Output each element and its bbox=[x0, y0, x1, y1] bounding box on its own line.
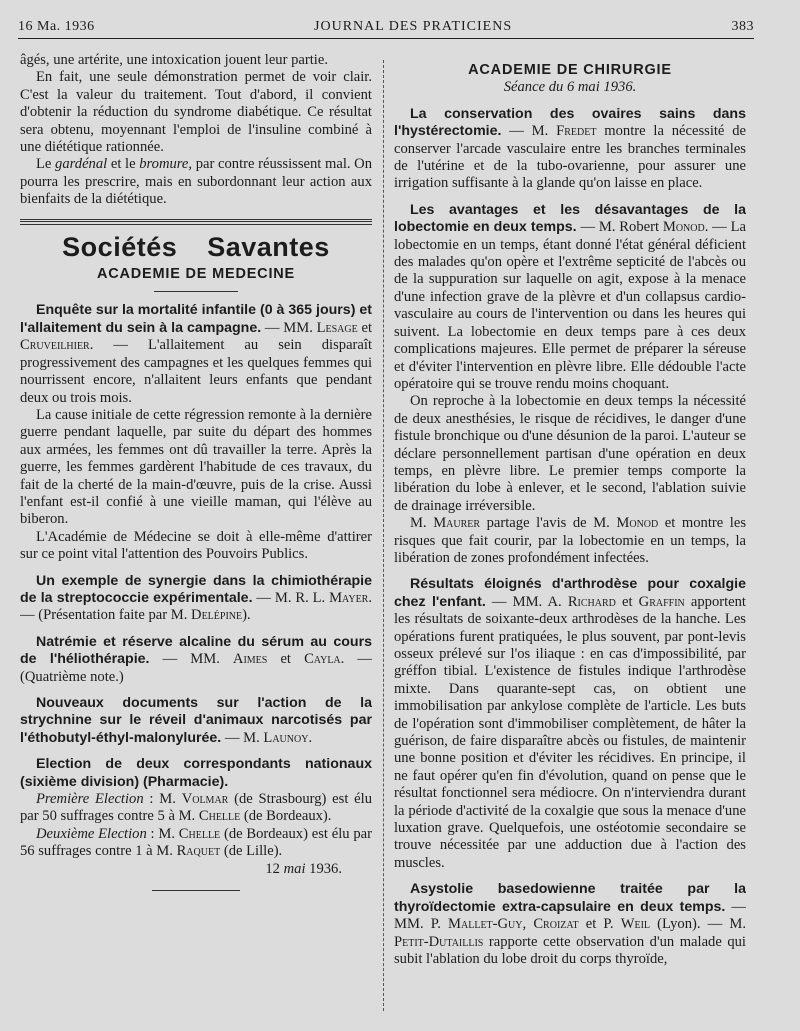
session-date: Séance du 6 mai 1936. bbox=[503, 79, 637, 96]
article-entry: Election de deux correspondants nationaux (sixième division) (Pharmacie). bbox=[20, 756, 372, 790]
article-entry: Natrémie et réserve alcaline du sérum au cours de l'héliothérapie. — MM. Aimes et Cayla. — (Quatrième note.) bbox=[20, 633, 372, 685]
section-separator bbox=[20, 219, 372, 225]
section-title: Sociétés Savantes bbox=[62, 231, 330, 262]
short-rule bbox=[152, 890, 240, 891]
page-header bbox=[18, 16, 754, 39]
right-column bbox=[394, 52, 746, 1011]
paragraph: On reproche à la lobectomie en deux temps la nécessité de deux anesthésies, le risque de récidives, le danger d'une fistule bronchique ou d'une désunion de la paroi. L'auteur se déclare personnellement partisan d'une opération en deux temps, en plèvre libre. Le premier temps comporte la libération du lobe à enlever, et le second, l'ablation suivie de drainage irréversible. bbox=[394, 393, 746, 514]
article-entry: Un exemple de synergie dans la chimiothérapie de la streptococcie expérimentale. — M. R. L. Mayer. — (Présentation faite par M. Delépine). bbox=[20, 572, 372, 624]
election-result: Première Election : M. Volmar (de Strasbourg) est élu par 50 suffrages contre 5 à M. Chelle (de Bordeaux). bbox=[20, 791, 372, 825]
page-number: 383 bbox=[731, 19, 754, 34]
left-column bbox=[20, 52, 372, 1011]
paragraph: La cause initiale de cette régression remonte à la dernière guerre pendant laquelle, par suite du départ des hommes aux armées, les femmes ont dû travailler la terre. Après la guerre, les femmes gardèrent l'habitude de ces travaux, du fait de la cherté de la main-d'œuvre, puis de la crise. Aussi l'enfant est-il confié à une vieille maman, qui l'élève au biberon. bbox=[20, 406, 372, 528]
academy-heading: ACADEMIE DE CHIRURGIE bbox=[468, 62, 672, 78]
article-entry: Enquête sur la mortalité infantile (0 à 365 jours) et l'allaitement du sein à la campagne. — MM. Lesage et Cruveilhier. — L'allaitement au sein disparaît progressivement des campagnes et les quelques femmes qui nourrissent encore, n'allaitent leurs enfants que pendant deux ou trois mois. bbox=[20, 302, 372, 406]
paragraph: M. Maurer partage l'avis de M. Monod et montre les risques que fait courir, par la lobectomie en un temps, la libération de zones profondément infectées. bbox=[394, 515, 746, 566]
paragraph: L'Académie de Médecine se doit à elle-même d'attirer sur ce point vital l'attention des Pouvoirs Publics. bbox=[20, 528, 372, 563]
academy-heading: ACADEMIE DE MEDECINE bbox=[96, 266, 296, 283]
article-entry: Asystolie basedowienne traitée par la thyroïdectomie extra-capsulaire en deux temps. — MM. P. Mallet-Guy, Croizat et P. Weil (Lyon). — M. Petit-Dutaillis rapporte cette observation d'un malade qui subit l'ablation du lobe droit du corps thyroïde, bbox=[394, 881, 746, 967]
paragraph: En fait, une seule démonstration permet de voir clair. C'est la valeur du traitement. Tout d'abord, il convient d'obtenir la réduction du syndrome diabétique. Ce résultat sera obtenu, moyennant l'emploi de l'insuline combiné à une diététique rationnée. bbox=[20, 69, 372, 156]
paragraph: Le gardénal et le bromure, par contre réussissent mal. On pourra les prescrire, mais en subordonnant leur action aux bienfaits de la diététique. bbox=[20, 156, 372, 208]
article-entry: Résultats éloignés d'arthrodèse pour coxalgie chez l'enfant. — MM. A. Richard et Graffin apportent les résultats de soixante-deux arthrodèses de la hanche. Les opérations furent pratiquées, le plus souvent, par pont-levis osseux prélevé sur l'os iliaque : en cas d'impossibilité, par gréffon tibial. L'existence de fistules indique l'arthrodèse mixte. Dans quarante-sept cas, on obtient une immobilisation par ankylose complète de l'article. Les buts de l'opération sont d'immobiliser complètement, de hâter la guérison, de faire disparaître abcès ou fistules, de maintenir une bonne position et d'éviter les récidives. En principe, il ne faut opérer qu'en fin d'évolution, quand on pense que le résultat fonctionnel sera médiocre. On n'interviendra durant la période d'activité de la coxalgie que sous la menace d'une luxation grave. Quelquefois, une ostéotomie secondaire se trouve nécessitée par une adduction due à l'action des muscles. bbox=[394, 576, 746, 871]
election-result: Deuxième Election : M. Chelle (de Bordeaux) est élu par 56 suffrages contre 1 à M. Raquet (de Lille). bbox=[20, 825, 372, 860]
short-rule bbox=[154, 291, 238, 292]
article-entry: Les avantages et les désavantages de la lobectomie en deux temps. — M. Robert Monod. — La lobectomie en un temps, étant donné l'état général déficient des malades qu'on opère et l'extrême septicité de l'abcès ou de la suppuration sur laquelle on agit, expose à la menace d'une infection grave de la plèvre et d'un collapsus cardio-vasculaire au cours de l'intervention ou dans les heures qui suivent. La lobectomie en deux temps pare à ces deux complications majeures. Elle permet de préparer la séreuse et d'éviter l'intervention en plèvre libre. Elle dédouble l'acte opératoire qui se trouve rendu moins choquant. bbox=[394, 201, 746, 392]
article-entry: La conservation des ovaires sains dans l'hystérectomie. — M. Fredet montre la nécessité de conserver l'arcade vasculaire entre les branches terminales de l'utérine et de la tubo-ovarienne, pour assurer une irrigation suffisante à la glande qu'on laisse en place. bbox=[394, 105, 746, 192]
article-entry: Nouveaux documents sur l'action de la strychnine sur le réveil d'animaux narcotisés par l'éthobutyl-éthyl-malonylurée. — M. Launoy. bbox=[20, 695, 372, 746]
dateline: 12 mai 1936. bbox=[265, 860, 342, 877]
issue-date: 16 Ma. 1936 bbox=[18, 19, 95, 34]
journal-title: JOURNAL DES PRATICIENS bbox=[314, 19, 513, 34]
paragraph: âgés, une artérite, une intoxication jouent leur partie. bbox=[20, 52, 328, 68]
column-divider bbox=[383, 60, 384, 1011]
